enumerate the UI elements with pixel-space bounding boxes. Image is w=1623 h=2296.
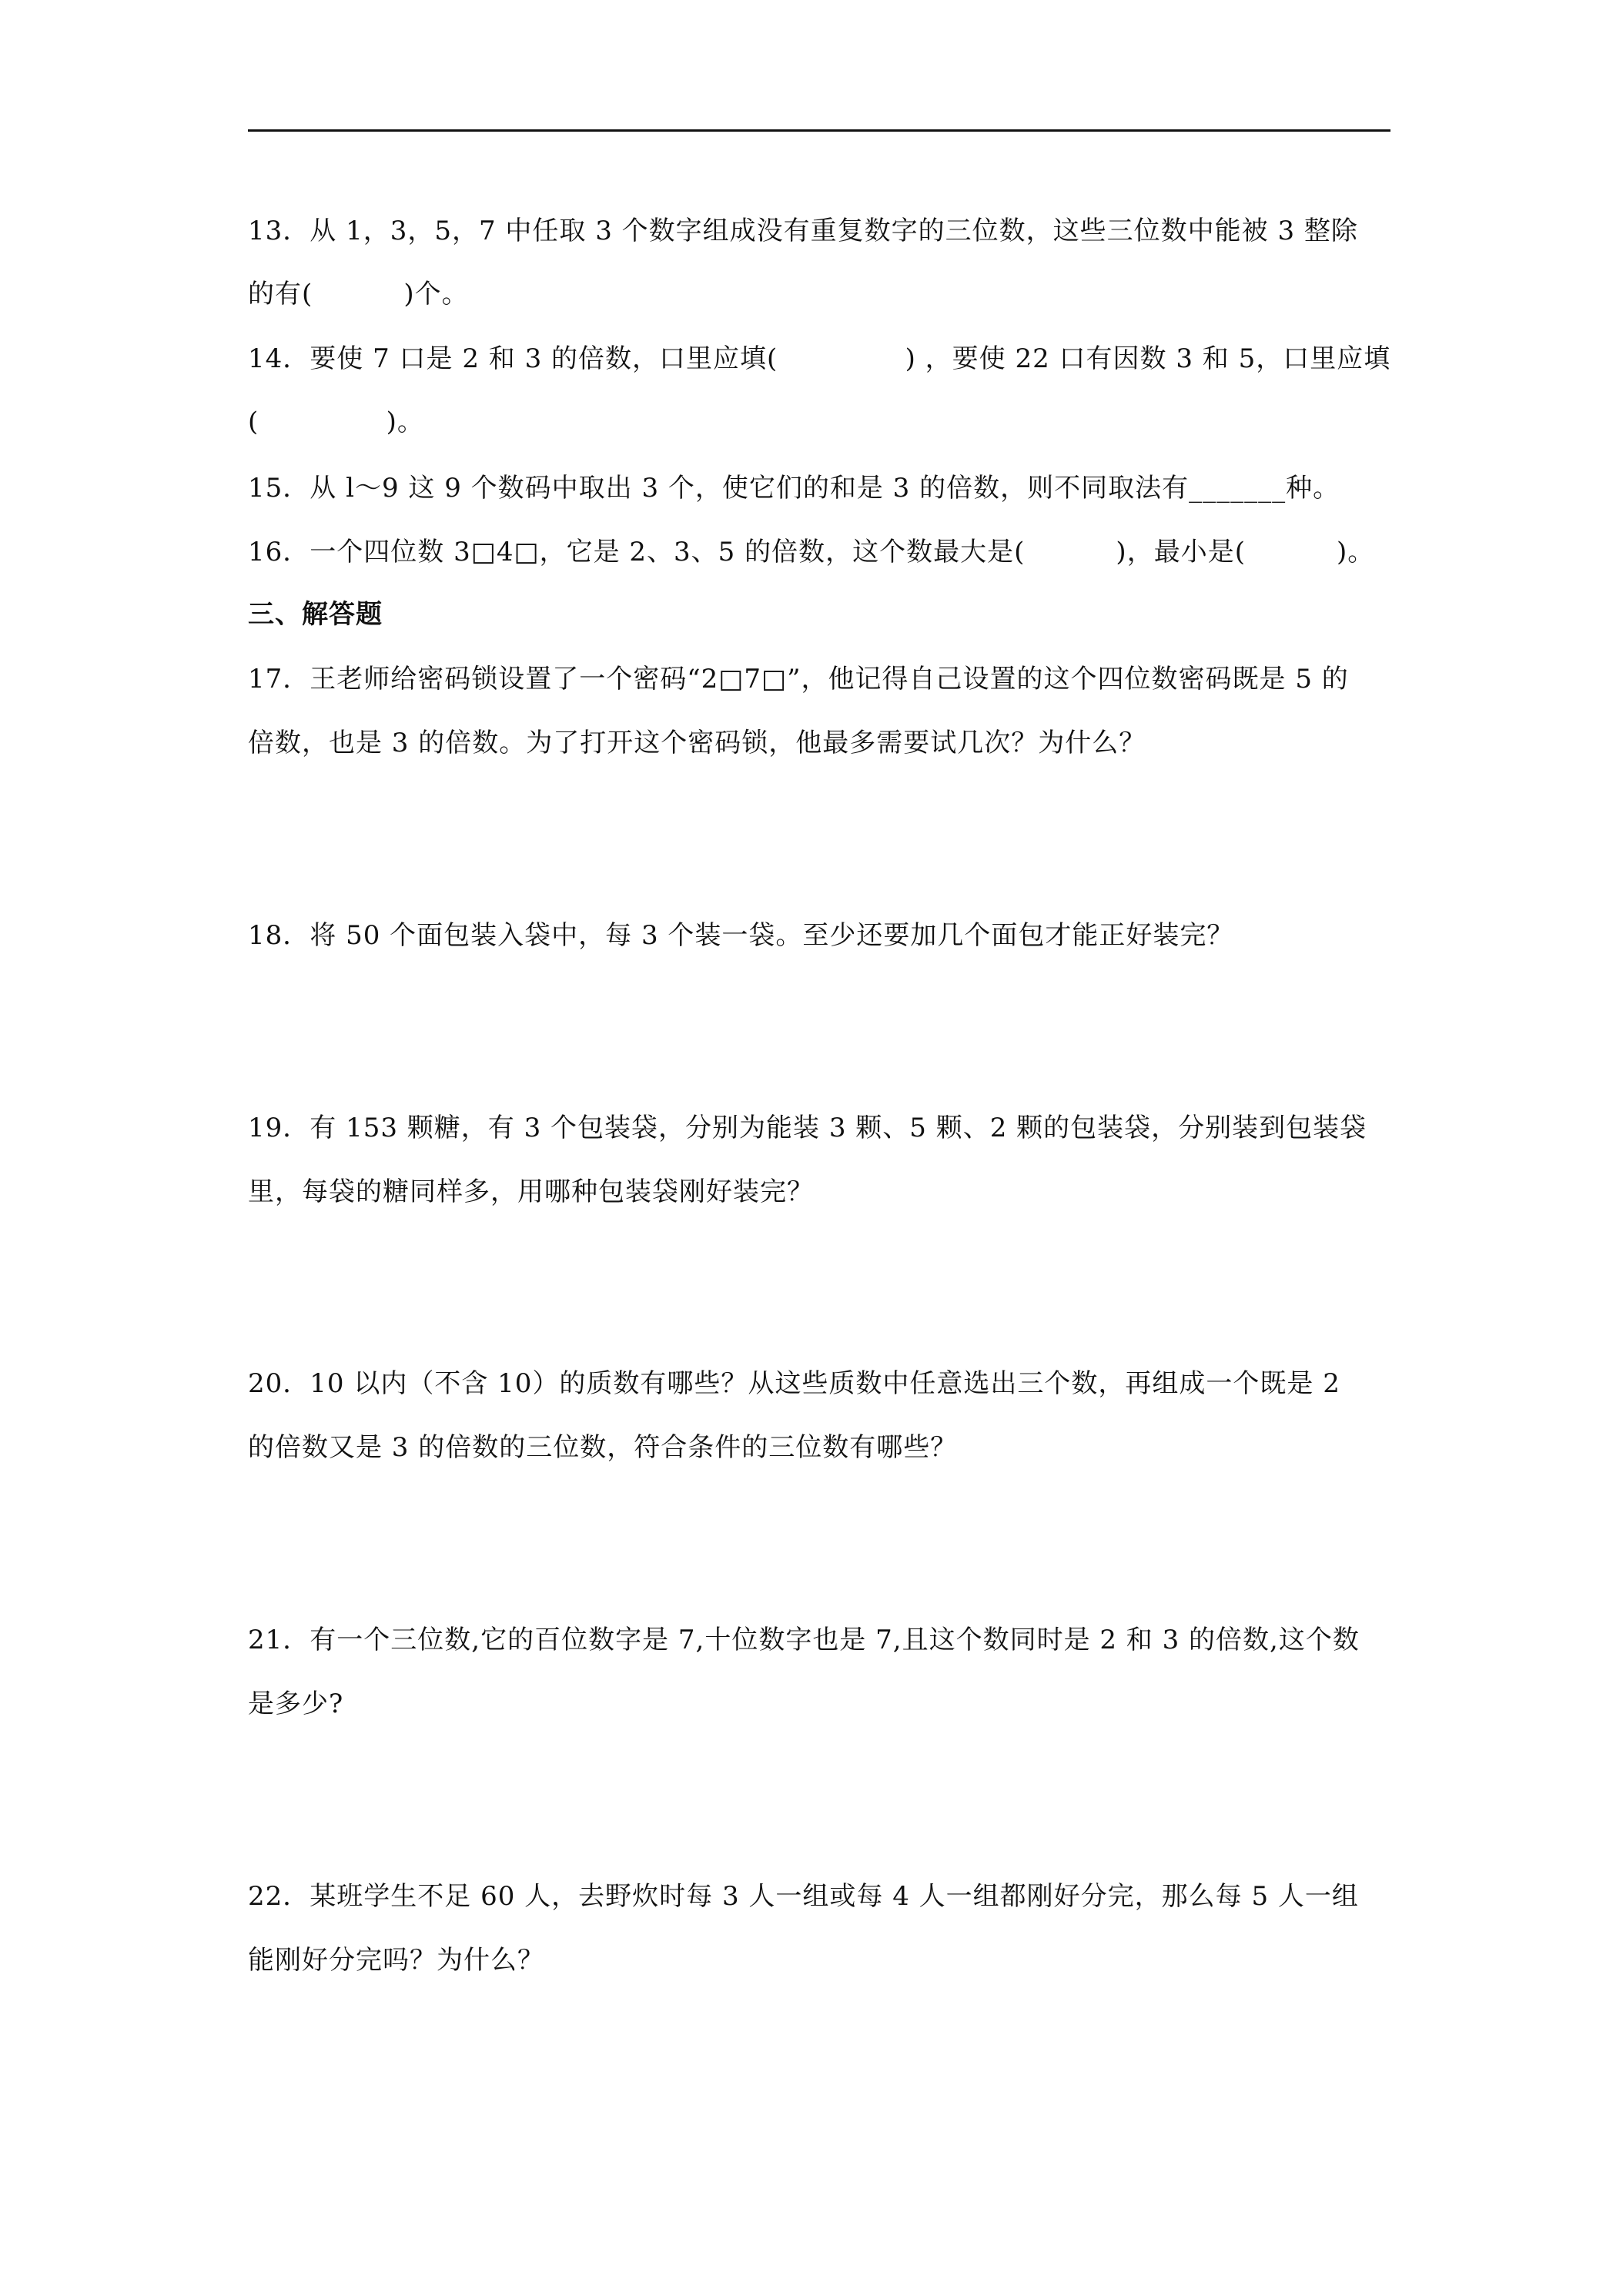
question-17-line-1: 17．王老师给密码锁设置了一个密码“2□7□”，他记得自己设置的这个四位数密码既是 5 的 — [248, 664, 1349, 694]
question-20-line-2: 的倍数又是 3 的倍数的三位数，符合条件的三位数有哪些？ — [248, 1432, 958, 1463]
question-19-line-2: 里，每袋的糖同样多，用哪种包装袋刚好装完？ — [248, 1176, 814, 1207]
question-19-line-1: 19．有 153 颗糖，有 3 个包装袋，分别为能装 3 颗、5 颗、2 颗的包装袋，分别装到包装袋 — [248, 1113, 1367, 1143]
question-21-line-2: 是多少? — [248, 1689, 344, 1719]
question-20-line-1: 20．10 以内（不含 10）的质数有哪些？从这些质数中任意选出三个数，再组成一个既是 2 — [248, 1368, 1340, 1399]
question-21-line-1: 21．有一个三位数,它的百位数字是 7,十位数字也是 7,且这个数同时是 2 和 3 的倍数,这个数 — [248, 1625, 1360, 1655]
question-18: 18．将 50 个面包装入袋中，每 3 个装一袋。至少还要加几个面包才能正好装完？ — [248, 920, 1234, 951]
question-16: 16．一个四位数 3□4□，它是 2、3、5 的倍数，这个数最大是( )，最小是( )。 — [248, 537, 1375, 567]
header-rule — [248, 129, 1390, 132]
section-heading: 三、解答题 — [248, 599, 383, 630]
question-14-line-2: ( )。 — [248, 407, 424, 437]
question-13-line-2: 的有( )个。 — [248, 279, 469, 310]
question-15: 15．从 l～9 这 9 个数码中取出 3 个，使它们的和是 3 的倍数，则不同取法有_______种。 — [248, 473, 1340, 504]
question-14-line-1: 14．要使 7 口是 2 和 3 的倍数，口里应填( ) ，要使 22 口有因数 3 和 5，口里应填 — [248, 343, 1391, 374]
question-22-line-2: 能刚好分完吗？为什么？ — [248, 1945, 544, 1976]
question-22-line-1: 22．某班学生不足 60 人，去野炊时每 3 人一组或每 4 人一组都刚好分完，那么每 5 人一组 — [248, 1881, 1359, 1912]
question-17-line-2: 倍数，也是 3 的倍数。为了打开这个密码锁，他最多需要试几次？为什么？ — [248, 728, 1146, 758]
question-13-line-1: 13．从 1，3，5，7 中任取 3 个数字组成没有重复数字的三位数，这些三位数中能被 3 整除 — [248, 216, 1358, 246]
